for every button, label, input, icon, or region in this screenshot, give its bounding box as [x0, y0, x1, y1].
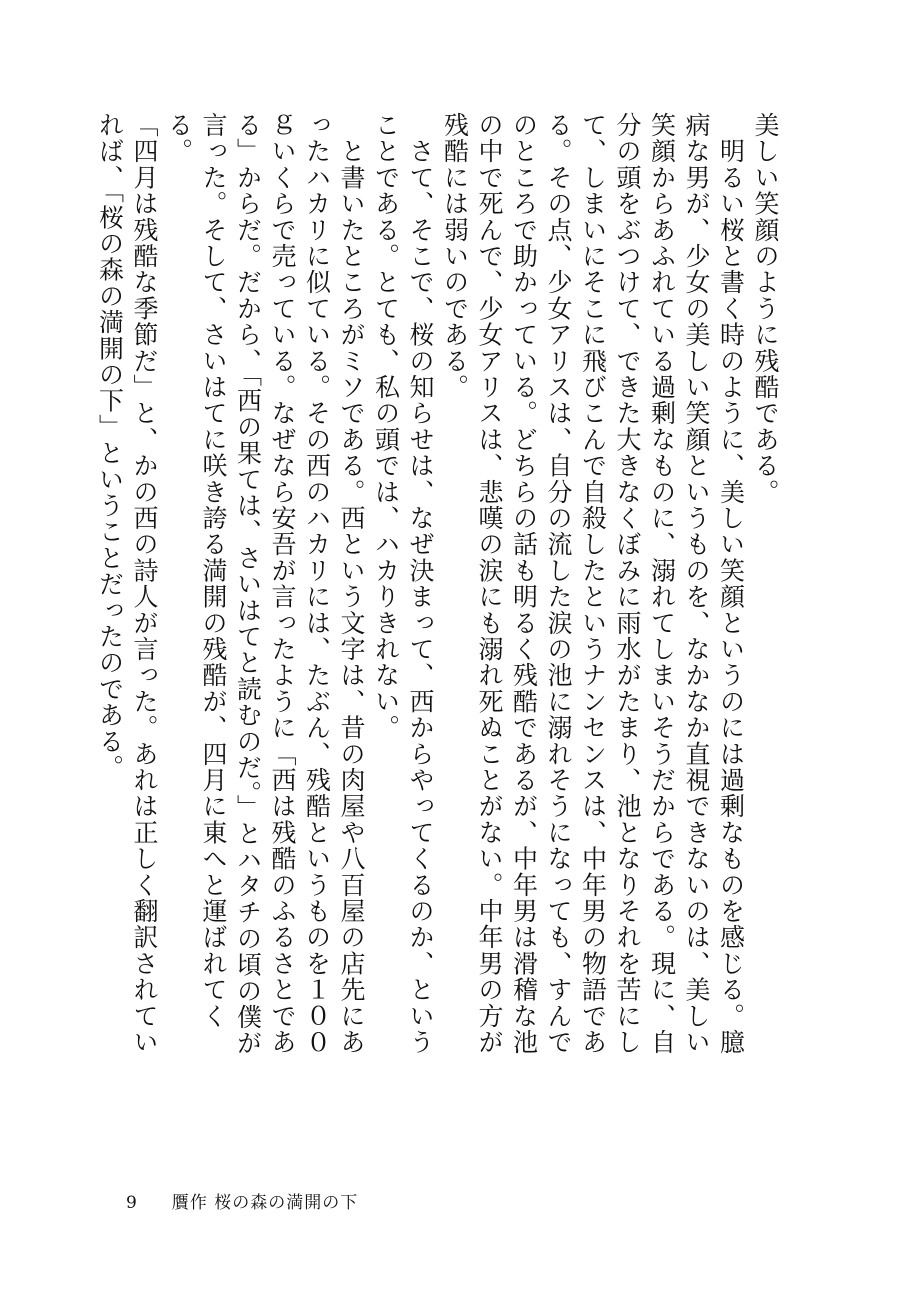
paragraph: さて、そこで、桜の知らせは、なぜ決まって、西からやってくるのか、ということである。とても、私の頭では、ハカりきれない。 [371, 112, 435, 1056]
paragraph: 「四月は残酷な季節だ」と、かの西の詩人が言った。あれは正しく翻訳されていれば、「桜の森の満開の下」ということだったのである。 [95, 112, 159, 1056]
source-credit [0, 112, 92, 1072]
paragraph: 美しい笑顔のように残酷である。 [751, 112, 780, 505]
page-footer [126, 1188, 358, 1213]
running-title: 贋作 桜の森の満開の下 [171, 1193, 359, 1213]
paragraph: と書いたところがミソである。西という文字は、昔の肉屋や八百屋の店先にあったハカリに似ている。その西のハカリには、たぶん、残酷というものを１００ｇいくらで売っている。なぜなら安吾が言ったように「西は残酷のふるさとである」からだ。だから、「西の果ては、さいはてと読むのだ。」とハタチの頃の僕が言った。そして、さいはてに咲き誇る満開の残酷が、四月に東へと運ばれてくる。 [164, 112, 366, 1057]
page-number: 9 [126, 1193, 138, 1213]
paragraph: 明るい桜と書く時のように、美しい笑顔というのには過剰なものを感じる。臆病な男が、少女の美しい笑顔というものを、なかなか直視できないのは、美しい笑顔からあふれている過剰なものに、溺れてしまいそうだからである。現に、自分の頭をぶつけて、できた大きなくぼみに雨水がたまり、池となりそれを苦にして、しまいにそこに飛びこんで自殺したというナンセンスは、中年男の物語である。その点、少女アリスは、自分の流した涙の池に溺れそうになっても、すんでのところで助かっている。どちらの話も明るく残酷であるが、中年男は滑稽な池の中で死んで、少女アリスは、悲嘆の涙にも溺れ死ぬことがない。中年男の方が残酷には弱いのである。 [440, 112, 746, 1056]
essay-text [0, 112, 782, 1072]
